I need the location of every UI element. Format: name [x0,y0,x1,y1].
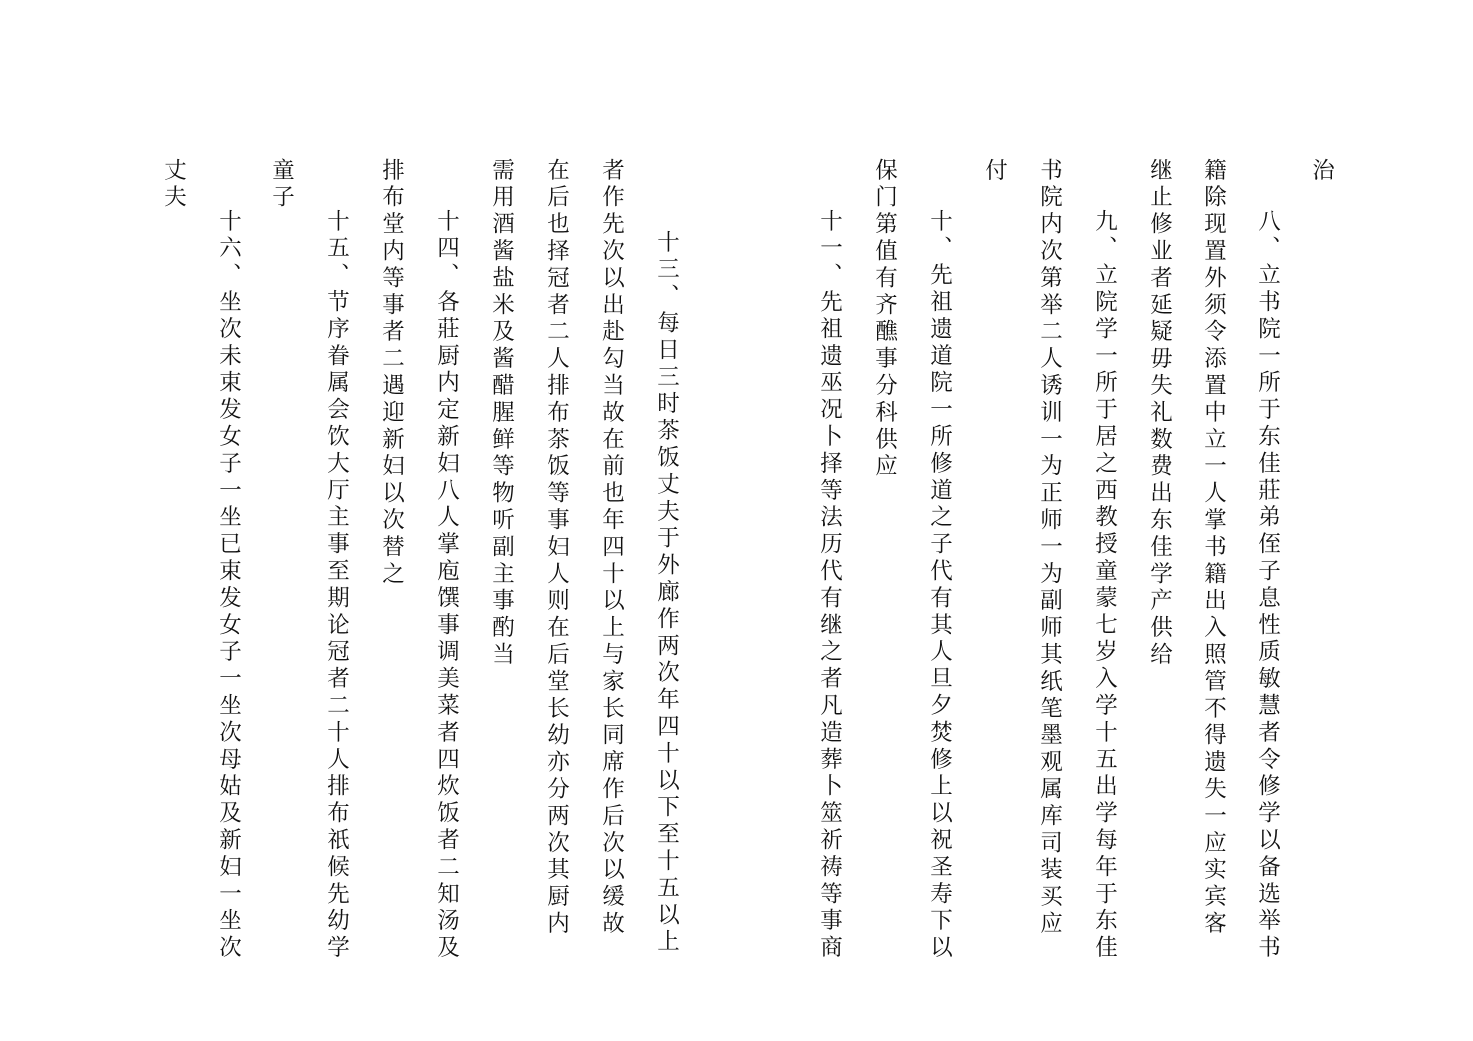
text-column: 治 [1308,158,1335,185]
text-column: 付 [981,158,1008,185]
text-column: 丈夫 [160,158,187,212]
text-column: 童子 [268,158,295,212]
text-column: 需用酒酱盐米及酱醋腥鲜等物听副主事酌当 [488,158,515,670]
text-column: 保门第值有齐醮事分科供应 [871,158,898,481]
text-column: 者作先次以出赴勾当故在前也年四十以上与家长同席作后次以缓故 [598,158,625,939]
text-column: 十三、每日三时茶饭丈夫于外廊作两次年四十以下至十五以上 [653,230,680,957]
text-column: 在后也择冠者二人排布茶饭等事妇人则在后堂长幼亦分两次其厨内 [543,158,570,939]
text-column: 籍除现置外须令添置中立一人掌书籍出入照管不得遗失一应实宾客 [1200,158,1227,939]
text-column: 排布堂内等事者二遇迎新妇以次替之 [378,158,405,589]
text-column: 八、立书院一所于东佳莊弟侄子息性质敏慧者令修学以备选举书 [1254,209,1281,963]
text-column: 十四、各莊厨内定新妇八人掌庖馔事调美菜者四炊饭者二知汤及 [433,209,460,963]
text-column: 十一、先祖遗巫况卜择等法历代有继之者凡造葬卜筮祈祷等事商 [816,209,843,963]
text-column: 十五、节序眷属会饮大厅主事至期论冠者二十人排布祇候先幼学 [323,209,350,963]
text-column: 十、先祖遗道院一所修道之子代有其人旦夕焚修上以祝圣寿下以 [926,209,953,963]
text-column: 九、立院学一所于居之西教授童蒙七岁入学十五出学每年于东佳 [1091,209,1118,963]
text-column: 十六、坐次未束发女子一坐已束发女子一坐次母姑及新妇一坐次 [215,209,242,963]
text-column: 书院内次第举二人诱训一为正师一为副师其纸笔墨观属库司装买应 [1036,158,1063,939]
text-column: 继止修业者延疑毋失礼数费出东佳学产供给 [1146,158,1173,670]
